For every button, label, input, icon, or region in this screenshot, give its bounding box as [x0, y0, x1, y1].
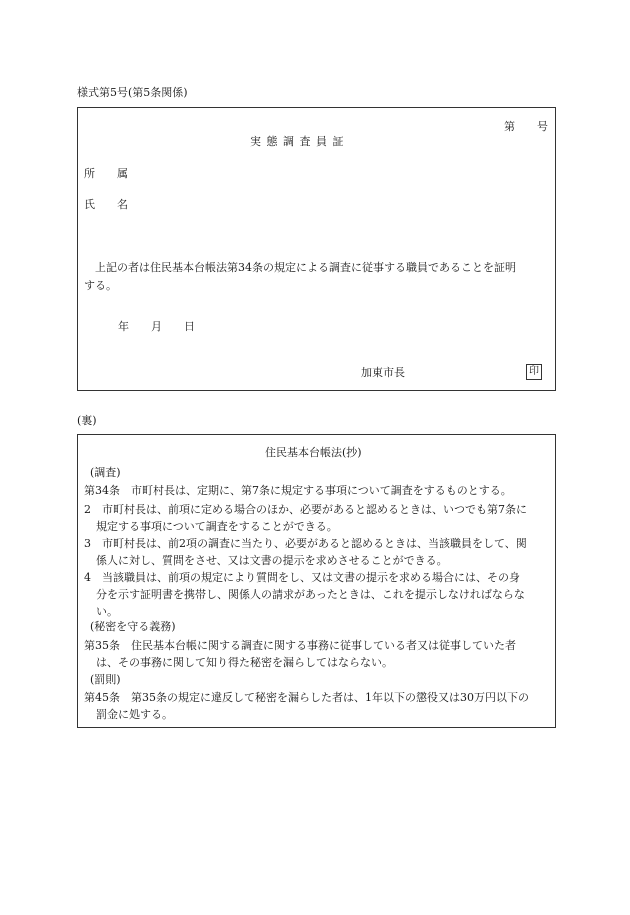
article-34-p2-line-1: 2 市町村長は、前項に定める場合のほか、必要があると認めるときは、いつでも第7条に [84, 503, 527, 516]
article-35-line-1: 第35条 住民基本台帳に関する調査に関する事務に従事している者又は従事していた者 [84, 639, 516, 652]
certification-line-1: 上記の者は住民基本台帳法第34条の規定による調査に従事する職員であることを証明 [95, 261, 516, 274]
article-34-p4-line-1: 4 当該職員は、前項の規定により質問をし、又は文書の提示を求める場合には、その身 [84, 571, 520, 584]
article-45 [84, 691, 550, 721]
affiliation-label: 所 属 [84, 167, 128, 180]
card-title: 実 態 調 査 員 証 [250, 135, 345, 148]
article-34-paragraph-2 [84, 503, 550, 533]
heading-penalty: (罰則) [90, 673, 121, 686]
article-34-paragraph-4 [84, 571, 550, 619]
article-34-paragraph-3 [84, 537, 550, 567]
survey-id-card-back [77, 434, 556, 728]
article-34-p4-line-2: 分を示す証明書を携帯し、関係人の請求があったときは、これを提示しなければならな [96, 588, 525, 602]
article-34-line-1: 第34条 市町村長は、定期に、第7条に規定する事項について調査をするものとする。 [84, 484, 512, 497]
card-number-label: 第 号 [504, 120, 548, 133]
name-label: 氏 名 [84, 198, 128, 211]
heading-survey: (調査) [90, 466, 121, 479]
article-45-line-2: 罰金に処する。 [96, 708, 173, 722]
certification-line-2: する。 [84, 279, 117, 293]
article-35 [84, 639, 550, 669]
issuer-name: 加東市長 [361, 366, 405, 379]
back-side-label: (裏) [77, 414, 97, 427]
article-34-paragraph-1 [84, 484, 550, 497]
form-number-label: 様式第5号(第5条関係) [77, 86, 188, 99]
issue-date-label: 年 月 日 [118, 320, 195, 333]
survey-id-card-front [77, 107, 556, 391]
law-excerpt-title: 住民基本台帳法(抄) [265, 446, 362, 459]
certification-text [84, 261, 550, 292]
article-34-p4-line-3: い。 [96, 605, 118, 619]
seal-stamp-icon: 印 [526, 364, 542, 380]
article-35-line-2: は、その事務に関して知り得た秘密を漏らしてはならない。 [96, 656, 393, 670]
article-45-line-1: 第45条 第35条の規定に違反して秘密を漏らした者は、1年以下の懲役又は30万円以下の [84, 691, 529, 704]
article-34-p3-line-1: 3 市町村長は、前2項の調査に当たり、必要があると認めるときは、当該職員をして、関 [84, 537, 527, 550]
heading-confidentiality: (秘密を守る義務) [90, 620, 176, 633]
article-34-p3-line-2: 係人に対し、質問をさせ、又は文書の提示を求めさせることができる。 [96, 554, 448, 568]
article-34-p2-line-2: 規定する事項について調査をすることができる。 [96, 520, 338, 534]
